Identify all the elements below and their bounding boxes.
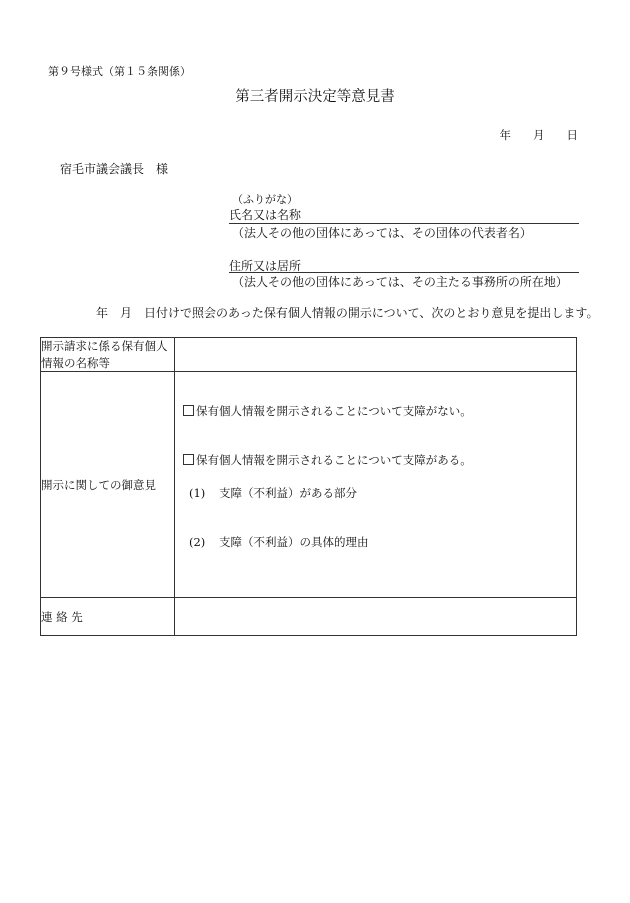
- furigana-label: （ふりがな）: [232, 193, 298, 206]
- date-line: [500, 130, 579, 142]
- option-no-objection: [183, 403, 472, 419]
- address-note: （法人その他の団体にあっては、その主たる事務所の所在地）: [232, 275, 568, 289]
- table-row: [41, 338, 577, 372]
- checkbox-objection[interactable]: [183, 454, 194, 465]
- opinion-table: [40, 337, 577, 636]
- option-no-objection-label: 保有個人情報を開示されることについて支障がない。: [196, 404, 472, 419]
- addressee: 宿毛市議会議長 様: [60, 162, 169, 176]
- name-note: （法人その他の団体にあっては、その団体の代表者名）: [232, 226, 532, 240]
- contact-cell[interactable]: [175, 598, 577, 636]
- date-year-label: 年: [499, 128, 511, 142]
- statement-text: 年 月 日付けで照会のあった保有個人情報の開示について、次のとおり意見を提出します。: [96, 306, 599, 320]
- address-field-line[interactable]: [229, 272, 579, 273]
- table-row: [41, 372, 577, 598]
- name-label: 氏名又は名称: [229, 208, 302, 222]
- option-objection-label: 保有個人情報を開示されることについて支障がある。: [196, 453, 472, 468]
- item-1-text: 支障（不利益）がある部分: [219, 486, 357, 501]
- contact-label: 連 絡 先: [41, 598, 175, 636]
- form-number: 第９号様式（第１５条関係）: [48, 65, 191, 78]
- opinion-label: 開示に関しての御意見: [41, 372, 175, 598]
- objection-part-item: [189, 485, 357, 501]
- page-title: 第三者開示決定等意見書: [235, 89, 395, 105]
- item-1-number: (1): [189, 486, 206, 501]
- item-2-text: 支障（不利益）の具体的理由: [219, 535, 369, 550]
- info-name-label: 開示請求に係る保有個人情報の名称等: [41, 338, 175, 372]
- table-row: [41, 598, 577, 636]
- name-field-line[interactable]: [229, 223, 579, 224]
- item-2-number: (2): [189, 535, 206, 550]
- objection-reason-item: [189, 534, 369, 550]
- opinion-cell: [175, 372, 577, 598]
- checkbox-no-objection[interactable]: [183, 405, 194, 416]
- date-month-label: 月: [533, 128, 545, 142]
- date-day-label: 日: [566, 128, 578, 142]
- info-name-cell[interactable]: [175, 338, 577, 372]
- address-label: 住所又は居所: [229, 259, 302, 273]
- option-objection: [183, 452, 472, 468]
